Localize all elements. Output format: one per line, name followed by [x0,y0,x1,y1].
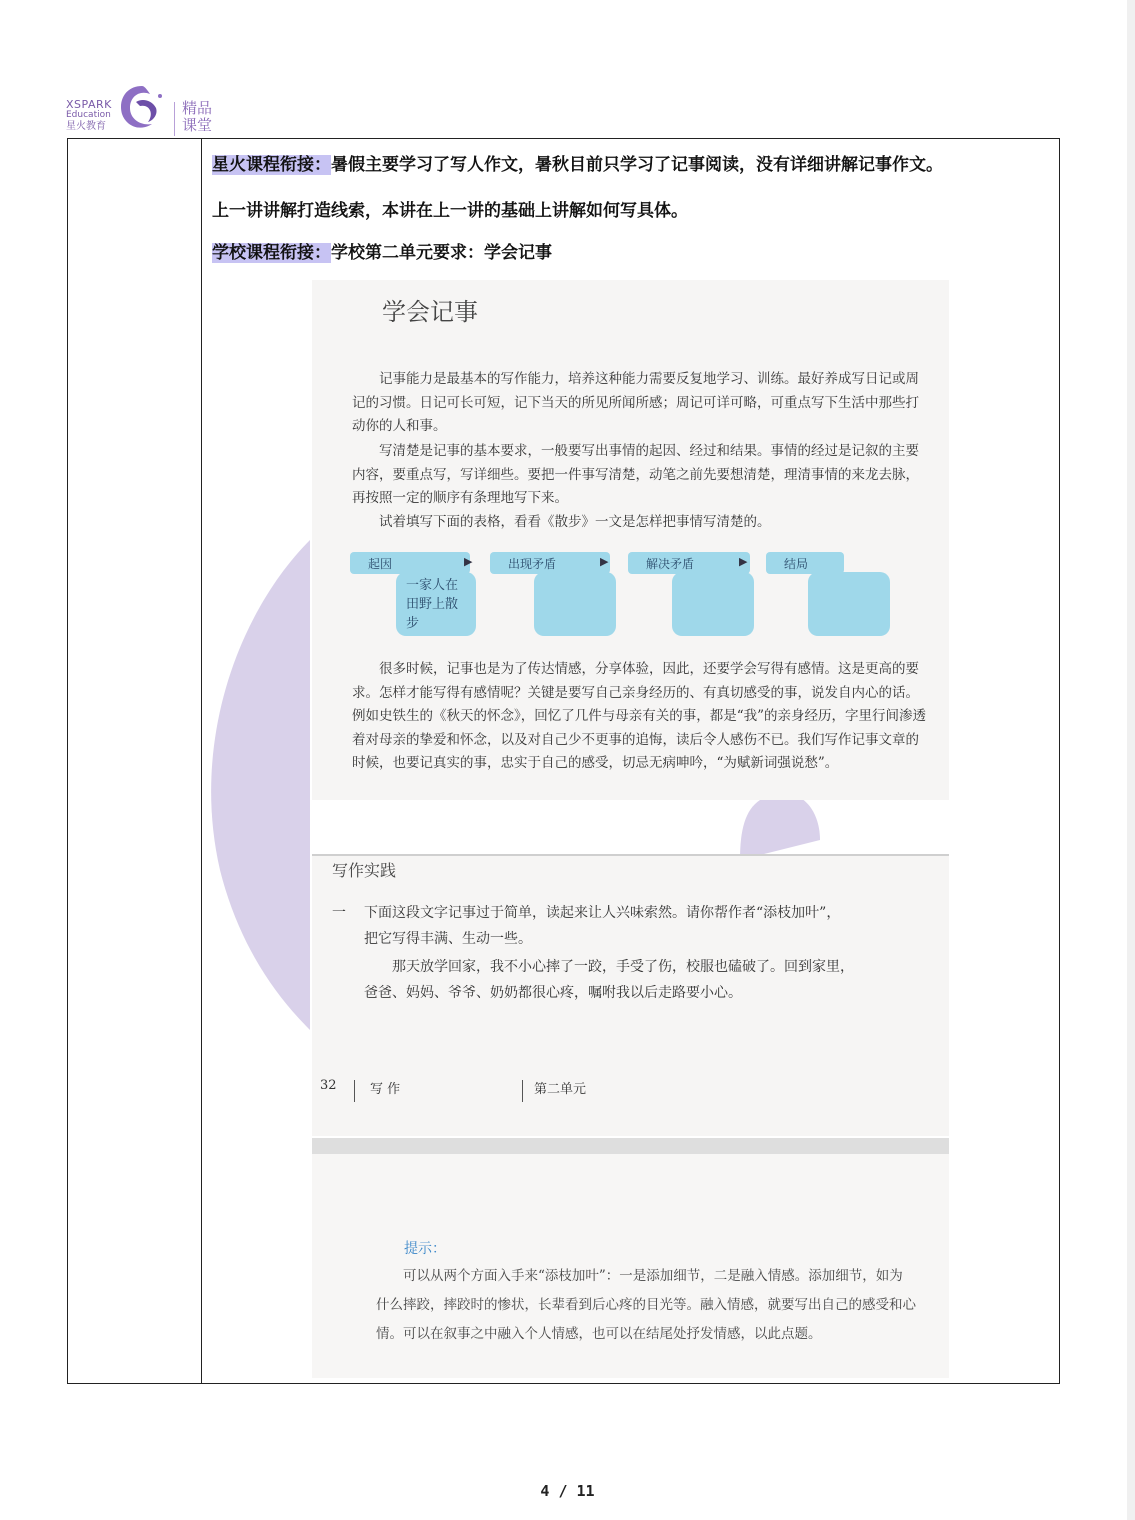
flow-step-ending: 结局 [766,552,844,574]
textbook-para-1: 记事能力是最基本的写作能力，培养这种能力需要反复地学习、训练。最好养成写日记或周记的习惯。日记可长可短，记下当天的所见所闻所感；周记可详可略，可重点写下生活中那些打动你的人和事。 [352,371,919,434]
exercise-text-1: 下面这段文字记事过于简单，读起来让人兴味索然。请你帮作者“添枝加叶”， [364,905,841,921]
page-number: 32 [320,1078,337,1093]
flow-step-resolve: 解决矛盾 [628,552,750,574]
textbook-hint-scan [312,1154,949,1378]
flow-cause-content: 一家人在田野上散步 [396,572,476,636]
xspark-course-link [212,150,943,175]
spark-logo-icon [112,80,172,136]
exercise-quote-1: 那天放学回家，我不小心摔了一跤，手受了伤，校服也磕破了。回到家里， [392,959,854,975]
textbook-para-2: 写清楚是记事的基本要求，一般要写出事情的起因、经过和结果。事情的经过是记叙的主要内容，要重点写，写详细些。要把一件事写清楚，动笔之前先要想清楚，理清事情的来龙去脉，再按照一定的顺序有条理地写下来。 [352,443,919,506]
flow-ending-box [808,572,890,636]
school-course-text: 学校第二单元要求：学会记事 [331,243,552,263]
story-flow-chart [350,552,910,642]
flow-step-conflict: 出现矛盾 [490,552,610,574]
textbook-para-3: 试着填写下面的表格，看看《散步》一文是怎样把事情写清楚的。 [379,514,771,530]
page-unit: 第二单元 [534,1082,587,1097]
exercise-quote-2: 爸爸、妈妈、爷爷、奶奶都很心疼，嘱咐我以后走路要小心。 [364,985,742,1001]
textbook-para-4: 很多时候，记事也是为了传达情感，分享体验，因此，还要学会写得有感情。这是更高的要求。怎样才能写得有感情呢？关键是要写自己亲身经历的、有真切感受的事，说发自内心的话。例如史铁生的《秋天的怀念》，回忆了几件与母亲有关的事，都是“我”的亲身经历，字里行间渗透着对母亲的挚爱和怀念，以及对自己少不更事的追悔，读后令人感伤不已。我们写作记事文章的时候，也要记真实的事，忠实于自己的感受，切忌无病呻吟，“为赋新词强说愁”。 [352,661,927,771]
flow-arrow-icon: ▶ [464,555,473,568]
textbook-scan [312,280,949,800]
brand-name: XSPARK [66,98,112,111]
practice-title: 写作实践 [332,861,397,880]
school-course-link [212,238,552,263]
hint-text: 可以从两个方面入手来“添枝加叶”：一是添加细节，二是融入情感。添加细节，如为什么摔跤，摔跤时的惨状，长辈看到后心疼的目光等。融入情感，就要写出自己的感受和心情。可以在叙事之中融入个人情感，也可以在结尾处抒发情感，以此点题。 [376,1268,916,1342]
brand-logo [66,80,226,138]
flow-step-cause: 起因 [350,552,470,574]
scrollbar[interactable] [1127,0,1135,1520]
flow-conflict-box [534,572,616,636]
brand-cn: 星火教育 [66,121,106,132]
flow-arrow-icon: ▶ [600,555,609,568]
scan-separator [312,1138,949,1154]
flow-arrow-icon: ▶ [739,555,748,568]
course-label: 精品课堂 [182,99,213,134]
flow-resolve-box [672,572,754,636]
lesson-note: 上一讲讲解打造线索，本讲在上一讲的基础上讲解如何写具体。 [212,201,688,221]
textbook-practice-scan [312,854,949,1136]
school-course-label: 学校课程衔接： [212,243,331,263]
page-indicator: 4 / 11 [540,1482,595,1500]
exercise-number: 一 [332,905,346,921]
page-divider [354,1080,355,1102]
hint-title: 提示： [404,1241,446,1257]
exercise-text-2: 把它写得丰满、生动一些。 [364,931,532,947]
page-section: 写 作 [370,1082,401,1097]
xspark-course-text: 暑假主要学习了写人作文，暑秋目前只学习了记事阅读，没有详细讲解记事作文。 [331,155,943,175]
logo-divider [174,102,175,136]
xspark-course-label: 星火课程衔接： [212,155,331,175]
page-divider [522,1080,523,1102]
textbook-title: 学会记事 [382,298,478,326]
brand-sub: Education [66,110,111,120]
